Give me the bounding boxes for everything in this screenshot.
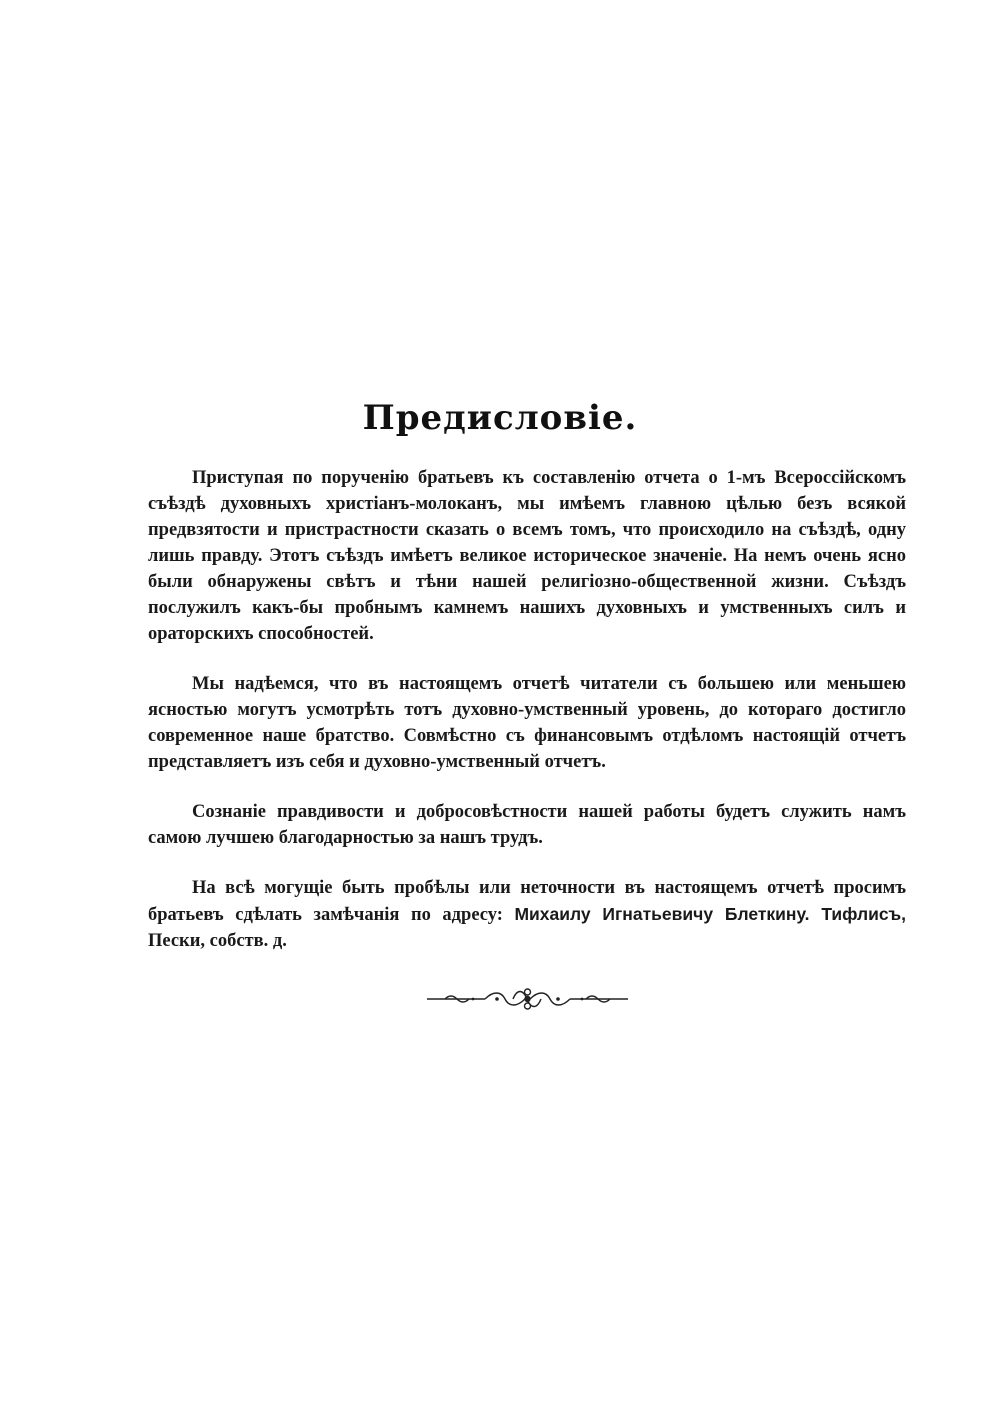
paragraph-4-lead: На всѣ могущіе быть пробѣлы или неточности въ настоящемъ отчетѣ просимъ братьевъ сдѣлать замѣчанія по адресу: [148, 878, 906, 925]
paragraph-3: Сознаніе правдивости и добросовѣстности нашей работы будетъ служить намъ самою лучшею благодарностью за нашъ трудъ. [148, 802, 906, 848]
page-title: Предисловіе. [362, 398, 638, 438]
paragraph-4 [148, 875, 906, 954]
preface-body [148, 465, 906, 978]
ornament-divider-icon [425, 986, 630, 1012]
address-text: Михаилу Игнатьевичу Блеткину. Тифлисъ, [514, 904, 906, 924]
paragraph-4-tail: Пески, собств. д. [148, 931, 287, 951]
paragraph-1: Приступая по порученію братьевъ къ составленію отчета о 1-мъ Всероссійскомъ съѣздѣ духовныхъ христіанъ-молоканъ, мы имѣемъ главною цѣлью безъ всякой предвзятости и пристрастности сказать о всемъ томъ, что происходило на съѣздѣ, одну лишь правду. Этотъ съѣздъ имѣетъ великое историческое значеніе. На немъ очень ясно были обнаружены свѣтъ и тѣни нашей религіозно-общественной жизни. Съѣздъ послужилъ какъ-бы пробнымъ камнемъ нашихъ духовныхъ и умственныхъ силъ и ораторскихъ способностей. [148, 468, 906, 644]
paragraph-2: Мы надѣемся, что въ настоящемъ отчетѣ читатели съ большею или меньшею ясностью могутъ усмотрѣть тотъ духовно-умственный уровень, до котораго достигло современное наше братство. Совмѣстно съ финансовымъ отдѣломъ настоящій отчетъ представляетъ изъ себя и духовно-умственный отчетъ. [148, 674, 906, 772]
